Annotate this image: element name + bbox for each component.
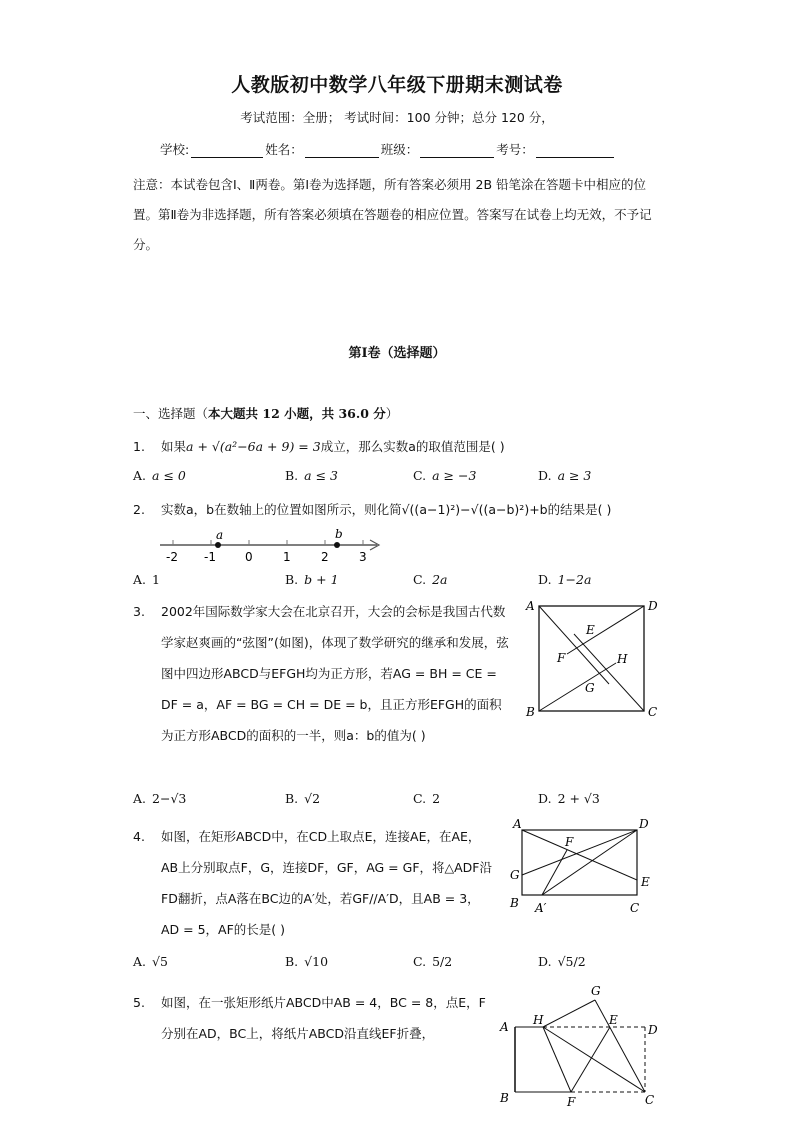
school-label: 学校: <box>160 142 190 157</box>
school-field[interactable] <box>191 144 263 158</box>
svg-text:H: H <box>533 1013 544 1027</box>
svg-text:D: D <box>648 599 658 613</box>
svg-text:0: 0 <box>245 550 253 564</box>
rectangle-fold-figure <box>505 818 665 918</box>
exam-meta: 考试范围：全册； 考试时间：100 分钟；总分 120 分， <box>240 110 554 125</box>
q3-option-a[interactable]: A. 2−√3 <box>133 791 187 806</box>
exam-notice: 注意：本试卷包含Ⅰ、Ⅱ两卷。第Ⅰ卷为选择题，所有答案必须用 2B 铅笔涂在答题卡中相应的位置。第Ⅱ卷为非选择题，所有答案必须填在答题卷的相应位置。答案写在试卷上均无效，不予记分。 <box>133 177 652 252</box>
q2-option-d[interactable]: D. 1−2a <box>538 572 592 587</box>
q1-option-c[interactable]: C. a ≥ −3 <box>413 468 477 483</box>
svg-text:G: G <box>510 868 520 882</box>
question-1: 1. 如果a + √(a²−6a + 9) = 3成立，那么实数a的取值范围是( ) <box>133 439 505 454</box>
exam-title: 人教版初中数学八年级下册期末测试卷 <box>231 74 563 96</box>
svg-text:1: 1 <box>283 550 291 564</box>
svg-text:B: B <box>500 1091 509 1105</box>
svg-text:B: B <box>510 896 519 910</box>
svg-text:3: 3 <box>359 550 367 564</box>
q2-option-a[interactable]: A. 1 <box>133 572 160 587</box>
svg-text:D: D <box>639 818 649 831</box>
svg-text:G: G <box>591 984 601 998</box>
q3-option-b[interactable]: B. √2 <box>285 791 321 806</box>
svg-text:G: G <box>585 681 595 695</box>
class-label: 班级： <box>380 142 419 157</box>
svg-text:B: B <box>526 705 535 719</box>
paper-fold-figure <box>495 982 675 1112</box>
question-3-number: 3. <box>133 604 145 619</box>
svg-text:E: E <box>586 623 595 637</box>
svg-text:C: C <box>645 1093 655 1107</box>
svg-text:A: A <box>526 599 535 613</box>
q1-option-a[interactable]: A. a ≤ 0 <box>133 468 186 483</box>
svg-text:A: A <box>513 818 522 831</box>
part-title: 第Ⅰ卷（选择题） <box>348 346 446 361</box>
q3-option-d[interactable]: D. 2 + √3 <box>538 791 600 806</box>
svg-text:A′: A′ <box>535 901 547 915</box>
student-info-row <box>160 140 616 158</box>
q4-option-c[interactable]: C. 5/2 <box>413 954 453 969</box>
q4-option-b[interactable]: B. √10 <box>285 954 329 969</box>
q2-option-c[interactable]: C. 2a <box>413 572 448 587</box>
question-3-text: 2002年国际数学家大会在北京召开，大会的会标是我国古代数学家赵爽画的“弦图”(如图)，体现了数学研究的继承和发展，弦图中四边形ABCD与EFGH均为正方形，若AG = BH = CE = DF = a，AF = BG = CH = DE = b，且正方形EFGH的面积为正方形ABCD的面积的一半，则a：b的值为( ) <box>161 604 509 743</box>
question-5-number: 5. <box>133 995 145 1010</box>
name-label: 姓名： <box>265 142 303 157</box>
svg-text:A: A <box>500 1020 509 1034</box>
svg-text:F: F <box>567 1095 576 1109</box>
number-line-figure <box>155 525 390 565</box>
svg-text:D: D <box>648 1023 658 1037</box>
class-field[interactable] <box>420 144 494 158</box>
svg-text:H: H <box>617 652 628 666</box>
q4-option-a[interactable]: A. √5 <box>133 954 168 969</box>
q4-option-d[interactable]: D. √5/2 <box>538 954 586 969</box>
svg-text:E: E <box>609 1013 618 1027</box>
point-b-label: b <box>335 527 343 541</box>
q2-option-b[interactable]: B. b + 1 <box>285 572 339 587</box>
exam-number-field[interactable] <box>536 144 614 158</box>
zhao-shuang-figure <box>520 596 670 726</box>
q1-option-b[interactable]: B. a ≤ 3 <box>285 468 338 483</box>
svg-text:F: F <box>565 835 574 849</box>
section-heading: 一、选择题（本大题共 12 小题，共 36.0 分） <box>133 406 399 421</box>
q3-option-c[interactable]: C. 2 <box>413 791 441 806</box>
name-field[interactable] <box>305 144 379 158</box>
point-a-label: a <box>216 528 224 542</box>
svg-text:F: F <box>557 651 566 665</box>
svg-text:C: C <box>648 705 658 719</box>
svg-text:-2: -2 <box>166 550 178 564</box>
svg-text:C: C <box>630 901 640 915</box>
question-4-text: 如图，在矩形ABCD中，在CD上取点E，连接AE，在AE，AB上分别取点F，G，连接DF，GF，AG = GF，将△ADF沿FD翻折，点A落在BC边的A′处，若GF//A′D，且AB = 3，AD = 5，AF的长是( ) <box>161 829 492 937</box>
svg-text:2: 2 <box>321 550 329 564</box>
exam-number-label: 考号： <box>496 142 534 157</box>
svg-text:E: E <box>641 875 650 889</box>
svg-text:-1: -1 <box>204 550 216 564</box>
q1-option-d[interactable]: D. a ≥ 3 <box>538 468 592 483</box>
question-5-text: 如图，在一张矩形纸片ABCD中AB = 4，BC = 8，点E，F分别在AD，BC上，将纸片ABCD沿直线EF折叠， <box>161 995 486 1041</box>
question-4-number: 4. <box>133 829 145 844</box>
question-2: 2. 实数a，b在数轴上的位置如图所示，则化简√((a−1)²)−√((a−b)²)+b的结果是( ) <box>133 502 612 517</box>
